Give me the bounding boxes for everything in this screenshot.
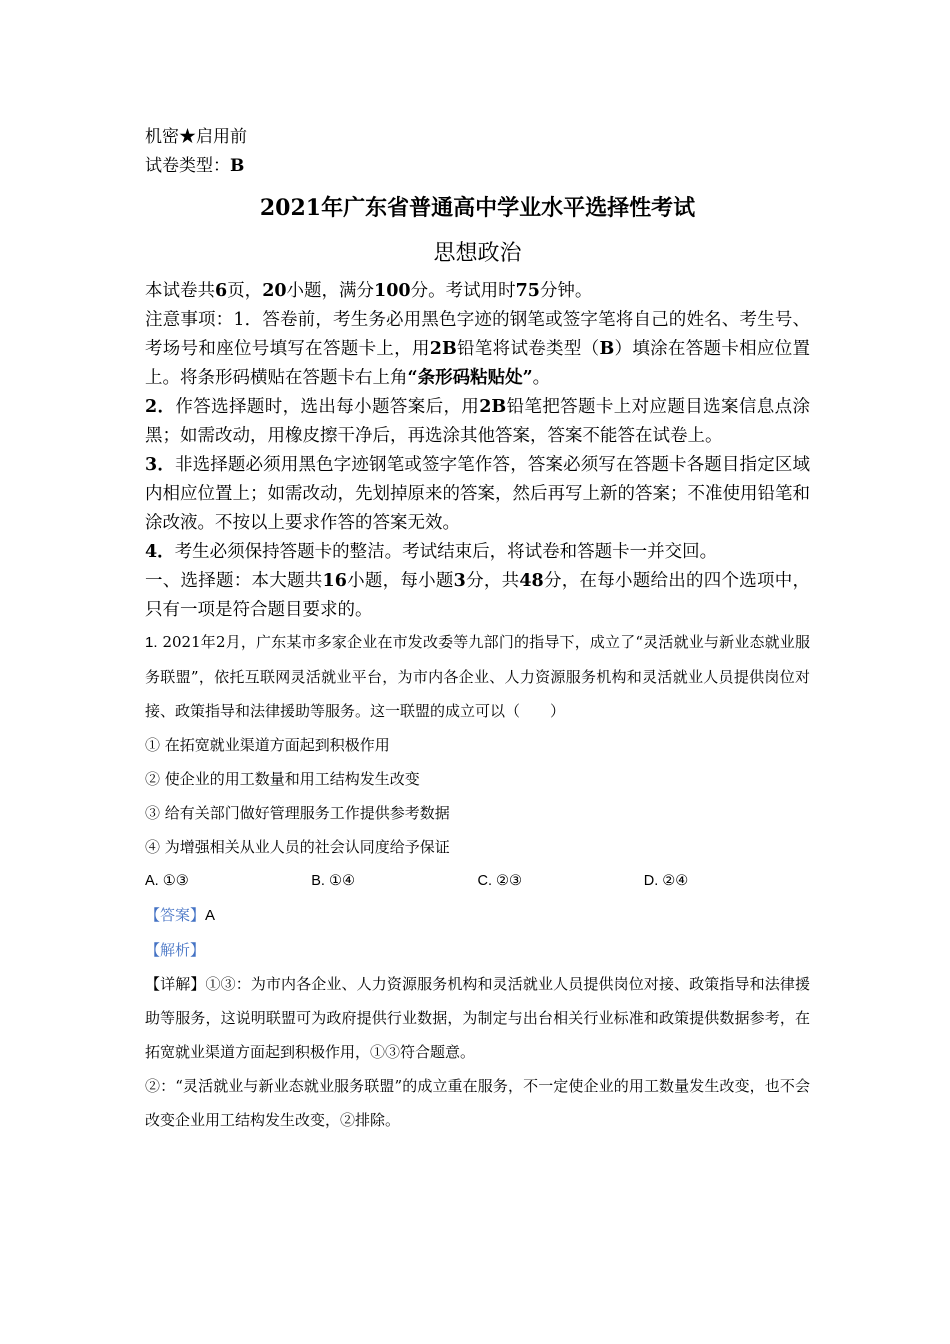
intro-text: 本试卷共	[145, 281, 215, 301]
section-text: 一、选择题：本大题共	[145, 571, 323, 591]
note-text: 考生必须保持答题卡的整洁。考试结束后，将试卷和答题卡一并交回。	[174, 542, 718, 562]
confidential-mark: 机密★启用前	[145, 127, 247, 147]
intro-text: 分。考试用时	[410, 281, 516, 301]
full-score: 100	[374, 281, 411, 301]
note-4	[145, 538, 810, 567]
section-total: 48	[519, 571, 544, 591]
note-label: 4．	[145, 542, 175, 562]
paper-type	[145, 152, 810, 181]
note-bold: 2B	[429, 339, 457, 359]
note-text: ）填涂在答题卡相应位置上。将条形码横贴在答题卡右上角	[145, 339, 811, 388]
intro-text: 分钟。	[539, 281, 593, 301]
note-2	[145, 393, 810, 451]
note-bold: B	[599, 339, 615, 359]
question-1-choices	[145, 864, 810, 898]
section-heading	[145, 567, 810, 625]
detail-text: ①③：为市内各企业、人力资源服务机构和灵活就业人员提供岗位对接、政策指导和法律援助等服务，这说明联盟可为政府提供行业数据，为制定与出台相关行业标准和政策提供数据参考，在拓宽就业渠道方面起到积极作用，①③符合题意。	[145, 975, 810, 1061]
question-text: 2021年2月，广东某市多家企业在市发改委等九部门的指导下，成立了“灵活就业与新业态就业服务联盟”，依托互联网灵活就业平台，为市内各企业、人力资源服务机构和灵活就业人员提供岗位对接、政策指导和法律援助等服务。这一联盟的成立可以（ ）	[145, 633, 810, 720]
choice-c: C. ②③	[477, 873, 523, 889]
exam-minutes: 75	[515, 281, 540, 301]
intro-text: 页，	[227, 281, 263, 301]
question-1-option: ④ 为增强相关从业人员的社会认同度给予保证	[145, 838, 450, 856]
subject-title: 思想政治	[433, 241, 522, 266]
note-label: 3．	[145, 455, 175, 475]
question-1-option: ① 在拓宽就业渠道方面起到积极作用	[145, 736, 390, 754]
note-bold: 2B	[479, 397, 507, 417]
page-count: 6	[215, 281, 228, 301]
question-1-stem	[145, 625, 810, 728]
note-label: 2．	[145, 397, 176, 417]
section-text: 分，共	[465, 571, 520, 591]
note-text: 作答选择题时，选出每小题答案后，用	[175, 397, 480, 417]
note-3	[145, 451, 810, 538]
detail-tag: 【详解】	[145, 975, 206, 993]
detail-paragraph-1	[145, 967, 810, 1069]
paper-type-label: 试卷类型：	[145, 156, 230, 176]
answer-line	[145, 898, 810, 933]
note-1	[145, 306, 810, 393]
intro-text: 小题，满分	[286, 281, 375, 301]
question-count: 20	[262, 281, 287, 301]
choice-d: D. ②④	[643, 873, 689, 889]
choice-a: A. ①③	[145, 873, 189, 889]
page-content	[145, 123, 810, 1137]
section-count: 16	[322, 571, 347, 591]
exam-title: 2021年广东省普通高中学业水平选择性考试	[259, 195, 696, 221]
detail-paragraph-2: ②：“灵活就业与新业态就业服务联盟”的成立重在服务，不一定使企业的用工数量发生改变，也不会改变企业用工结构发生改变，②排除。	[145, 1077, 810, 1129]
note-bold: “条形码粘贴处”	[407, 368, 533, 388]
section-text: 分，在每小题给出的四个选项中，只有一项是符合题目要求的。	[145, 571, 811, 620]
paper-type-value: B	[230, 156, 245, 176]
section-text: 小题，每小题	[346, 571, 454, 591]
note-text: 非选择题必须用黑色字迹钢笔或签字笔作答，答案必须写在答题卡各题目指定区域内相应位置上；如需改动，先划掉原来的答案，然后再写上新的答案；不准使用铅笔和涂改液。不按以上要求作答的答案无效。	[145, 455, 810, 533]
note-text: 铅笔把答题卡上对应题目选案信息点涂黑；如需改动，用橡皮擦干净后，再选涂其他答案，答案不能答在试卷上。	[145, 397, 811, 446]
section-each: 3	[453, 571, 466, 591]
note-text: 铅笔将试卷类型（	[456, 339, 600, 359]
note-text: 答卷前，考生务必用黑色字迹的钢笔或签字笔将自己的姓名、考生号、考场号和座位号填写在答题卡上，用	[145, 310, 810, 359]
analysis-tag: 【解析】	[145, 941, 206, 959]
answer-tag: 【答案】	[145, 906, 206, 924]
choice-b: B. ①④	[311, 873, 355, 889]
exam-intro	[145, 277, 810, 306]
note-label: 注意事项：1．	[145, 310, 263, 330]
question-number: 1.	[145, 634, 158, 651]
note-text: 。	[532, 368, 551, 388]
question-1-option: ② 使企业的用工数量和用工结构发生改变	[145, 770, 420, 788]
answer-value: A	[205, 907, 216, 924]
question-1-option: ③ 给有关部门做好管理服务工作提供参考数据	[145, 804, 450, 822]
